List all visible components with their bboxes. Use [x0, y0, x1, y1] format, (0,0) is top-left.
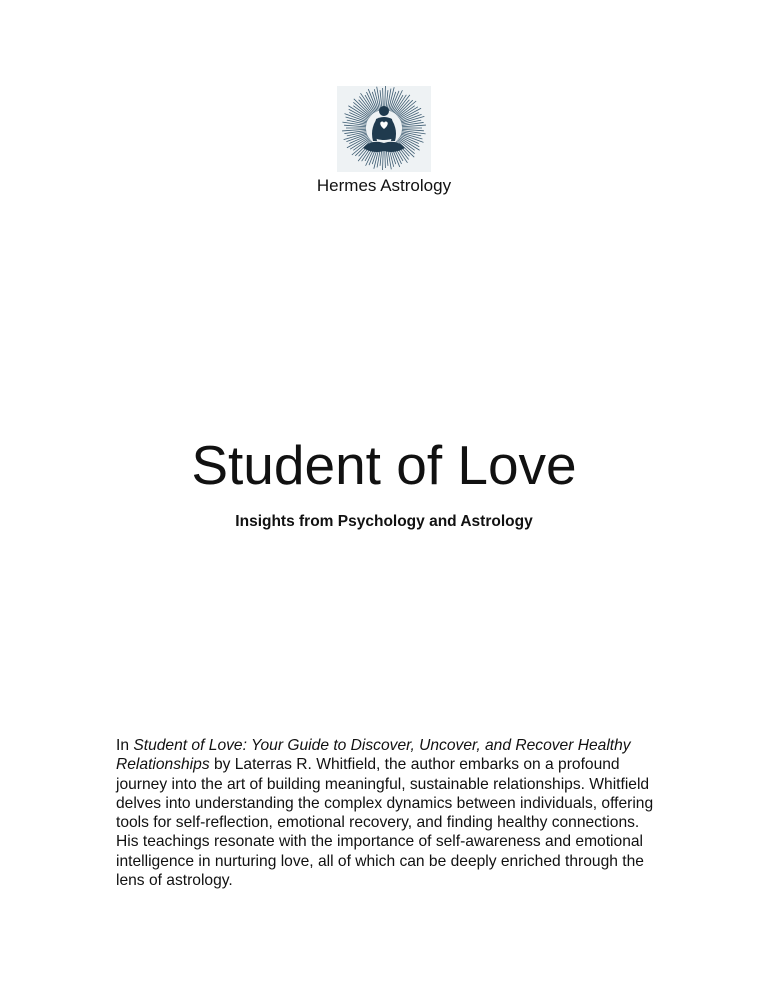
- intro-rest: by Laterras R. Whitfield, the author embarks on a profound journey into the art of building meaningful, sustainable relationships. Whitfield delves into understanding the complex dynamics between individuals, offering tools for self-reflection, emotional recovery, and finding healthy connections. His teachings resonate with the importance of self-awareness and emotional intelligence in nurturing love, all of which can be deeply enriched through the lens of astrology.: [116, 756, 654, 890]
- logo: [337, 86, 431, 172]
- logo-ray: [344, 131, 366, 134]
- document-subtitle: Insights from Psychology and Astrology: [235, 513, 533, 530]
- logo-ray: [402, 122, 424, 125]
- logo-ray: [402, 129, 424, 131]
- book-title: Student of Love: Your Guide to Discover, Uncover, and Recover Healthy Relationships: [116, 737, 631, 774]
- document-title: Student of Love: [191, 434, 577, 496]
- intro-paragraph: [116, 736, 656, 890]
- meditating-figure-heart-icon: [337, 86, 431, 172]
- logo-ray: [344, 125, 366, 127]
- brand-name: Hermes Astrology: [316, 176, 452, 195]
- intro-lead: In: [116, 737, 134, 754]
